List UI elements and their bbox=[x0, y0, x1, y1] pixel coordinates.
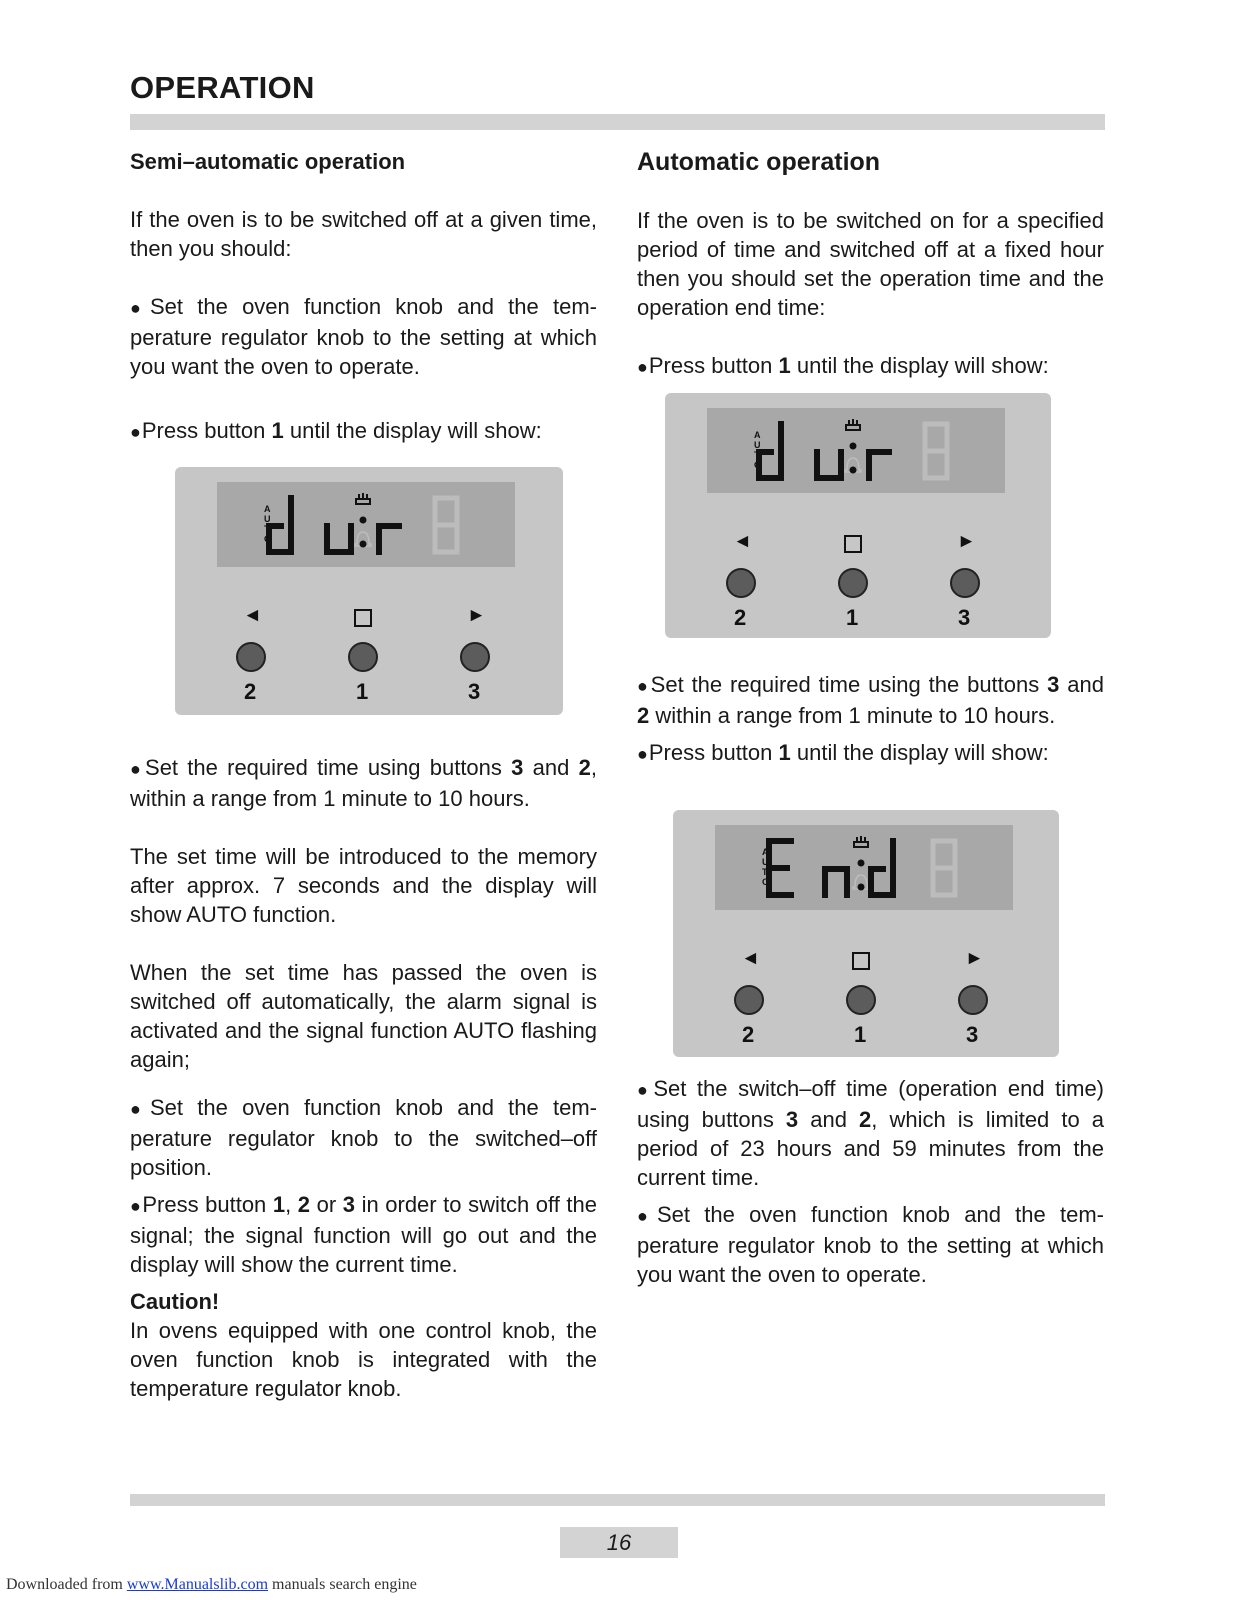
caution-title: Caution! bbox=[130, 1289, 220, 1314]
panel-button-1 bbox=[838, 568, 868, 598]
panel-button-number: 1 bbox=[356, 679, 369, 704]
panel-button-number: 1 bbox=[854, 1022, 867, 1047]
manualslib-link[interactable]: www.Manualslib.com bbox=[126, 1576, 269, 1593]
panel-button-number: 3 bbox=[966, 1022, 979, 1047]
bullet-item: ● Set the oven function knob and the temperature regulator knob to the setting at which you want the oven to operate. bbox=[130, 292, 597, 381]
auto-indicator: A U T O bbox=[754, 430, 762, 470]
display-segment-glyph bbox=[871, 841, 893, 895]
display-segment-glyph bbox=[825, 869, 847, 895]
display-faint-digit bbox=[925, 424, 947, 478]
display-colon-dot bbox=[858, 860, 865, 867]
display-segment-glyph bbox=[327, 526, 351, 552]
display-segment-glyph bbox=[269, 498, 291, 552]
panel-button-1 bbox=[846, 985, 876, 1015]
paragraph: If the oven is to be switched off at a given time, then you should: bbox=[130, 207, 597, 261]
right-arrow-icon: ► bbox=[965, 948, 984, 969]
display-segment-glyph bbox=[869, 452, 889, 478]
lcd-display bbox=[217, 482, 515, 567]
display-segment-glyph bbox=[817, 452, 841, 478]
bullet-item: ● Set the required time using buttons 3 and 2, within a range from 1 minute to 10 hours. bbox=[130, 753, 597, 813]
display-colon-dot bbox=[360, 541, 367, 548]
bullet-item: ● Press button 1 until the display will show: bbox=[637, 351, 1104, 382]
stop-square-icon bbox=[852, 952, 870, 970]
paragraph: If the oven is to be switched on for a specified period of time and switched off at a fixed hour then you should set the operation time and the operation end time: bbox=[637, 208, 1104, 320]
display-colon-dot bbox=[850, 467, 857, 474]
page-number: 16 bbox=[560, 1527, 678, 1558]
section-heading-automatic: Automatic operation bbox=[637, 148, 881, 176]
bullet-item: ● Set the oven function knob and the temperature regulator knob to the setting at which you want the oven to operate. bbox=[637, 1200, 1104, 1289]
auto-indicator: A U T O bbox=[762, 847, 770, 887]
display-faint-digit bbox=[435, 498, 457, 552]
paragraph: The set time will be introduced to the memory after approx. 7 seconds and the display will show AUTO function. bbox=[130, 844, 597, 927]
panel-button-number: 3 bbox=[468, 679, 481, 704]
display-faint-digit bbox=[933, 841, 955, 895]
bullet-item: ● Set the required time using the buttons 3 and 2 within a range from 1 minute to 10 hours. bbox=[637, 670, 1104, 730]
control-panel-auto-duration bbox=[665, 393, 1051, 638]
cooking-icon bbox=[846, 419, 860, 430]
panel-button-2 bbox=[726, 568, 756, 598]
right-column bbox=[637, 148, 1104, 1289]
download-footer: Downloaded from www.Manualslib.com manuals search engine bbox=[6, 1576, 417, 1593]
left-arrow-icon: ◄ bbox=[733, 531, 752, 552]
panel-button-number: 2 bbox=[742, 1022, 755, 1047]
auto-indicator: A U T O bbox=[264, 504, 272, 544]
footer-rule bbox=[130, 1494, 1105, 1506]
bullet-item: ● Set the switch–off time (operation end time) using buttons 3 and 2, which is limited to a period of 23 hours and 59 minutes from the current time. bbox=[637, 1074, 1104, 1192]
display-segment-glyph bbox=[769, 841, 791, 895]
display-colon-dot bbox=[360, 517, 367, 524]
left-arrow-icon: ◄ bbox=[243, 605, 262, 626]
right-arrow-icon: ► bbox=[957, 531, 976, 552]
bullet-item: ● Press button 1, 2 or 3 in order to switch off the signal; the signal function will go out and the display will show the current time. bbox=[130, 1190, 597, 1279]
left-column bbox=[130, 147, 597, 1403]
paragraph: When the set time has passed the oven is switched off automatically, the alarm signal is activated and the signal function AUTO flashing again; bbox=[130, 960, 597, 1072]
panel-button-number: 2 bbox=[244, 679, 257, 704]
stop-square-icon bbox=[354, 609, 372, 627]
display-segment-glyph bbox=[379, 526, 399, 552]
panel-button-2 bbox=[236, 642, 266, 672]
bullet-item: ● Set the oven function knob and the temperature regulator knob to the switched–off position. bbox=[130, 1093, 597, 1182]
header-rule bbox=[130, 114, 1105, 130]
section-heading-semi-automatic: Semi–automatic operation bbox=[130, 149, 406, 174]
panel-button-number: 1 bbox=[846, 605, 859, 630]
panel-button-3 bbox=[460, 642, 490, 672]
control-panel-semi-auto bbox=[175, 467, 563, 715]
cooking-icon bbox=[854, 836, 868, 847]
control-panel-auto-end bbox=[673, 810, 1059, 1057]
panel-button-3 bbox=[958, 985, 988, 1015]
stop-square-icon bbox=[844, 535, 862, 553]
lcd-display bbox=[707, 408, 1005, 493]
caution-text: In ovens equipped with one control knob, the oven function knob is integrated with the temperature regulator knob. bbox=[130, 1318, 597, 1401]
lcd-display bbox=[715, 825, 1013, 910]
left-arrow-icon: ◄ bbox=[741, 948, 760, 969]
panel-button-3 bbox=[950, 568, 980, 598]
panel-button-1 bbox=[348, 642, 378, 672]
page-title: OPERATION bbox=[130, 70, 315, 105]
right-arrow-icon: ► bbox=[467, 605, 486, 626]
panel-button-number: 2 bbox=[734, 605, 747, 630]
display-colon-dot bbox=[850, 443, 857, 450]
panel-button-number: 3 bbox=[958, 605, 971, 630]
cooking-icon bbox=[356, 493, 370, 504]
display-colon-dot bbox=[858, 884, 865, 891]
panel-button-2 bbox=[734, 985, 764, 1015]
bullet-item: ● Press button 1 until the display will show: bbox=[637, 738, 1104, 769]
bullet-item: ● Press button 1 until the display will show: bbox=[130, 416, 597, 447]
display-segment-glyph bbox=[759, 424, 781, 478]
